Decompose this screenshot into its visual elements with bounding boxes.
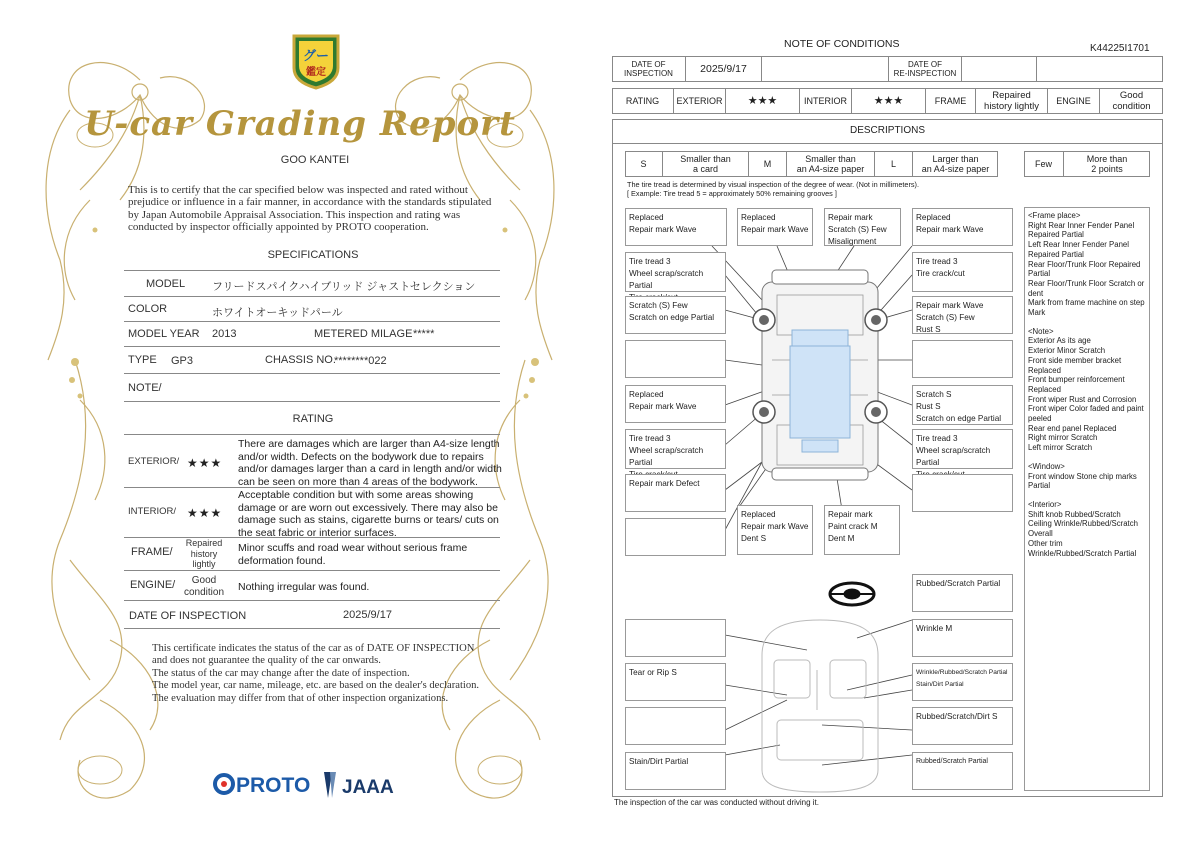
engine-label: ENGINE/ <box>130 579 176 591</box>
damage-note-box: Scratch S Rust S Scratch on edge Partial <box>912 385 1013 425</box>
inspection-footnote: The inspection of the car was conducted without driving it. <box>614 798 819 807</box>
divider <box>124 321 500 322</box>
note-line: Shift knob Rubbed/Scratch <box>1028 509 1121 519</box>
certificate-title: U-car Grading Report <box>84 104 516 144</box>
tread-note: The tire tread is determined by visual inspection of the degree of wear. (Not in millimeters). <box>627 180 920 189</box>
frame-value: Repaired history lightly <box>976 88 1048 114</box>
spacer <box>1028 318 1146 327</box>
rating-heading: RATING <box>292 413 334 425</box>
damage-note-box: Repair mark Wave Scratch (S) Few Rust S <box>912 296 1013 334</box>
tread-example: [ Example: Tire tread 5 = approximately 50% remaining grooves ] <box>627 189 837 198</box>
metered-mileage-label: METERED MILAGE <box>314 328 413 340</box>
date-of-inspection-label: DATE OF INSPECTION <box>129 610 247 622</box>
interior-note-box: Wrinkle M <box>912 619 1013 657</box>
interior-note-box: Rubbed/Scratch/Dirt S <box>912 707 1013 745</box>
spacer <box>1028 491 1146 500</box>
divider <box>124 270 500 271</box>
model-year-label: MODEL YEAR <box>128 328 200 340</box>
type-value: GP3 <box>171 355 194 367</box>
svg-text:鑑定: 鑑定 <box>306 67 326 78</box>
interior-note-box: Rubbed/Scratch Partial <box>912 574 1013 612</box>
damage-note-box: Tire tread 3 Wheel scrap/scratch Partial <box>912 429 1013 469</box>
divider <box>1036 56 1037 82</box>
damage-note-box: Replaced Repair mark Wave Dent S <box>737 505 813 555</box>
type-label: TYPE <box>128 354 157 366</box>
divider <box>124 434 500 435</box>
goo-kantei-badge-icon <box>289 32 343 90</box>
divider <box>124 487 500 488</box>
note-line: Front wiper Color faded and paint peeled <box>1028 404 1144 424</box>
damage-note-box: Replaced Repair mark Wave <box>625 208 727 246</box>
divider <box>124 570 500 571</box>
rating-label: RATING <box>612 88 674 114</box>
note-line: Ceiling Wrinkle/Rubbed/Scratch Overall <box>1028 519 1138 539</box>
note-line: Front side member bracket Replaced <box>1028 355 1122 375</box>
model-label: MODEL <box>146 278 186 290</box>
model-year-value: 2013 <box>212 328 237 340</box>
metered-mileage-value: ***** <box>413 328 435 340</box>
legend-text: Smaller than an A4-size paper <box>787 151 875 177</box>
note-line: Front window Stone chip marks Partial <box>1028 471 1137 491</box>
damage-note-box: Repair mark Defect <box>625 474 726 512</box>
note-line: <Note> <box>1028 326 1054 336</box>
date-of-inspection-label: DATE OF INSPECTION <box>612 56 686 82</box>
interior-label: INTERIOR/ <box>128 506 177 517</box>
divider <box>124 600 500 601</box>
damage-note-box: Repair mark Paint crack M Dent M <box>824 505 900 555</box>
certificate-subtitle: GOO KANTEI <box>280 154 350 166</box>
frame-label: FRAME <box>926 88 976 114</box>
damage-note-box: Tire tread 3 Wheel scrap/scratch Partial <box>625 429 726 469</box>
note-line: Rear Floor/Trunk Floor Scratch or dent <box>1028 278 1145 298</box>
certificate-intro: This is to certify that the car specified below was inspected and rated without prejudice or influence in a fair manner, in accordance with the standards stipulated by Japan Automobile Appraisal Association. This inspection and rating was conducted by inspector officially appointed by PROTO cooperation. <box>128 184 492 234</box>
divider <box>124 401 500 402</box>
note-line: Front wiper Rust and Corrosion <box>1028 394 1137 404</box>
legend-text: More than 2 points <box>1086 154 1128 174</box>
re-inspection-label: DATE OF RE-INSPECTION <box>888 56 962 82</box>
note-line: Right mirror Scratch <box>1028 433 1098 443</box>
interior-note-box <box>625 619 726 657</box>
color-label: COLOR <box>128 303 168 315</box>
exterior-description: There are damages which are larger than A4-size length and/or width. Defects on the bodywork due to repairs and/or damages larger than a card in length and/or width can be seen on more than 4 areas of the bodywork. <box>238 438 502 488</box>
specifications-heading: SPECIFICATIONS <box>267 249 359 261</box>
note-line: <Window> <box>1028 461 1065 471</box>
exterior-label: EXTERIOR <box>674 88 726 114</box>
note-line: Rear Floor/Trunk Floor Repaired Partial <box>1028 259 1141 279</box>
damage-note-box: Repair mark Scratch (S) Few Misalignment <box>824 208 901 246</box>
interior-description: Acceptable condition but with some areas showing damage or are worn out excessively. There may also be damage such as stains, cigarette burns or tears/ cuts on the seat fabric or interior surfaces. <box>238 489 499 539</box>
exterior-stars: ★★★ <box>187 456 223 470</box>
jaaa-logo-text: JAAA <box>342 777 394 798</box>
damage-note-box: Replaced Repair mark Wave <box>625 385 726 423</box>
spacer <box>1028 453 1146 462</box>
damage-note-box: Tire tread 3 Wheel scrap/scratch Partial <box>625 252 726 292</box>
note-line: Left mirror Scratch <box>1028 443 1093 453</box>
note-line: Other trim Wrinkle/Rubbed/Scratch Partial <box>1028 538 1137 558</box>
steering-wheel-icon <box>830 583 874 605</box>
note-line: Right Rear Inner Fender Panel Repaired Partial <box>1028 220 1135 240</box>
damage-note-box: Tire tread 3 Tire crack/cut <box>912 252 1013 292</box>
divider <box>124 346 500 347</box>
frame-value: Repaired history lightly <box>185 538 223 569</box>
legend-text: Larger than an A4-size paper <box>921 154 990 174</box>
jaaa-logo-icon <box>318 768 398 802</box>
damage-note-box <box>625 340 726 378</box>
damage-note-box <box>912 340 1013 378</box>
note-line: <Frame place> <box>1028 211 1081 220</box>
damage-note-box <box>912 474 1013 512</box>
exterior-stars: ★★★ <box>726 88 800 114</box>
note-line: <Interior> <box>1028 499 1062 509</box>
condition-notes-panel <box>1024 207 1150 791</box>
note-line: Front bumper reinforcement Replaced <box>1028 375 1125 394</box>
note-line: Mark from frame machine on step Mark <box>1028 298 1145 318</box>
interior-note-box <box>625 707 726 745</box>
interior-note-box: Tear or Rip S <box>625 663 726 701</box>
sheet-title: NOTE OF CONDITIONS <box>784 38 900 50</box>
interior-note-box: Rubbed/Scratch Partial <box>912 752 1013 790</box>
note-line: Exterior Minor Scratch <box>1028 346 1106 356</box>
descriptions-heading: DESCRIPTIONS <box>612 119 1163 144</box>
damage-note-box <box>625 518 726 556</box>
interior-note-box: Wrinkle/Rubbed/Scratch Partial Stain/Dirt Partial <box>912 663 1013 701</box>
model-value: フリードスパイクハイブリッド ジャストセレクション <box>212 281 476 293</box>
engine-value: Good condition <box>1112 90 1151 112</box>
exterior-label: EXTERIOR/ <box>128 456 180 467</box>
engine-label: ENGINE <box>1048 88 1100 114</box>
divider <box>124 628 500 629</box>
chassis-value: ********022 <box>334 355 387 367</box>
chassis-label: CHASSIS NO. <box>265 354 336 366</box>
interior-label: INTERIOR <box>800 88 852 114</box>
engine-description: Nothing irregular was found. <box>238 581 370 593</box>
note-line: Rear end panel Replaced <box>1028 423 1117 433</box>
legend-text: Smaller than a card <box>663 151 749 177</box>
certificate-disclaimer: This certificate indicates the status of the car as of DATE OF INSPECTION and does not guarantee the quality of the car onwards. The status of the car may change after the date of inspection. The model year, car name, mileage, etc. are based on the dealer's declaration. The evaluation may differ from that of other inspection organizations. <box>152 643 480 704</box>
note-line: Exterior As its age <box>1028 336 1091 346</box>
interior-note-box: Stain/Dirt Partial <box>625 752 726 790</box>
color-value: ホワイトオーキッドパール <box>212 307 343 319</box>
legend-code: M <box>749 151 787 177</box>
engine-value: Good condition <box>183 575 225 598</box>
proto-logo-text: PROTO <box>236 774 311 797</box>
document-id: K44225I1701 <box>1090 43 1150 54</box>
damage-note-box: Scratch (S) Few Scratch on edge Partial <box>625 296 726 334</box>
damage-note-box: Replaced Repair mark Wave <box>912 208 1013 246</box>
interior-stars: ★★★ <box>187 506 223 520</box>
note-label: NOTE/ <box>128 382 162 394</box>
interior-stars: ★★★ <box>852 88 926 114</box>
legend-code: L <box>875 151 913 177</box>
divider <box>124 296 500 297</box>
frame-description: Minor scuffs and road wear without serious frame deformation found. <box>238 542 468 567</box>
legend-code: S <box>625 151 663 177</box>
date-of-inspection-value: 2025/9/17 <box>686 56 762 82</box>
frame-label: FRAME/ <box>131 546 173 558</box>
divider <box>124 373 500 374</box>
date-of-inspection-value: 2025/9/17 <box>343 609 392 621</box>
legend-code: Few <box>1024 151 1064 177</box>
note-line: Left Rear Inner Fender Panel Repaired Partial <box>1028 240 1129 259</box>
svg-text:グー: グー <box>302 49 330 64</box>
damage-note-box: Replaced Repair mark Wave <box>737 208 813 246</box>
